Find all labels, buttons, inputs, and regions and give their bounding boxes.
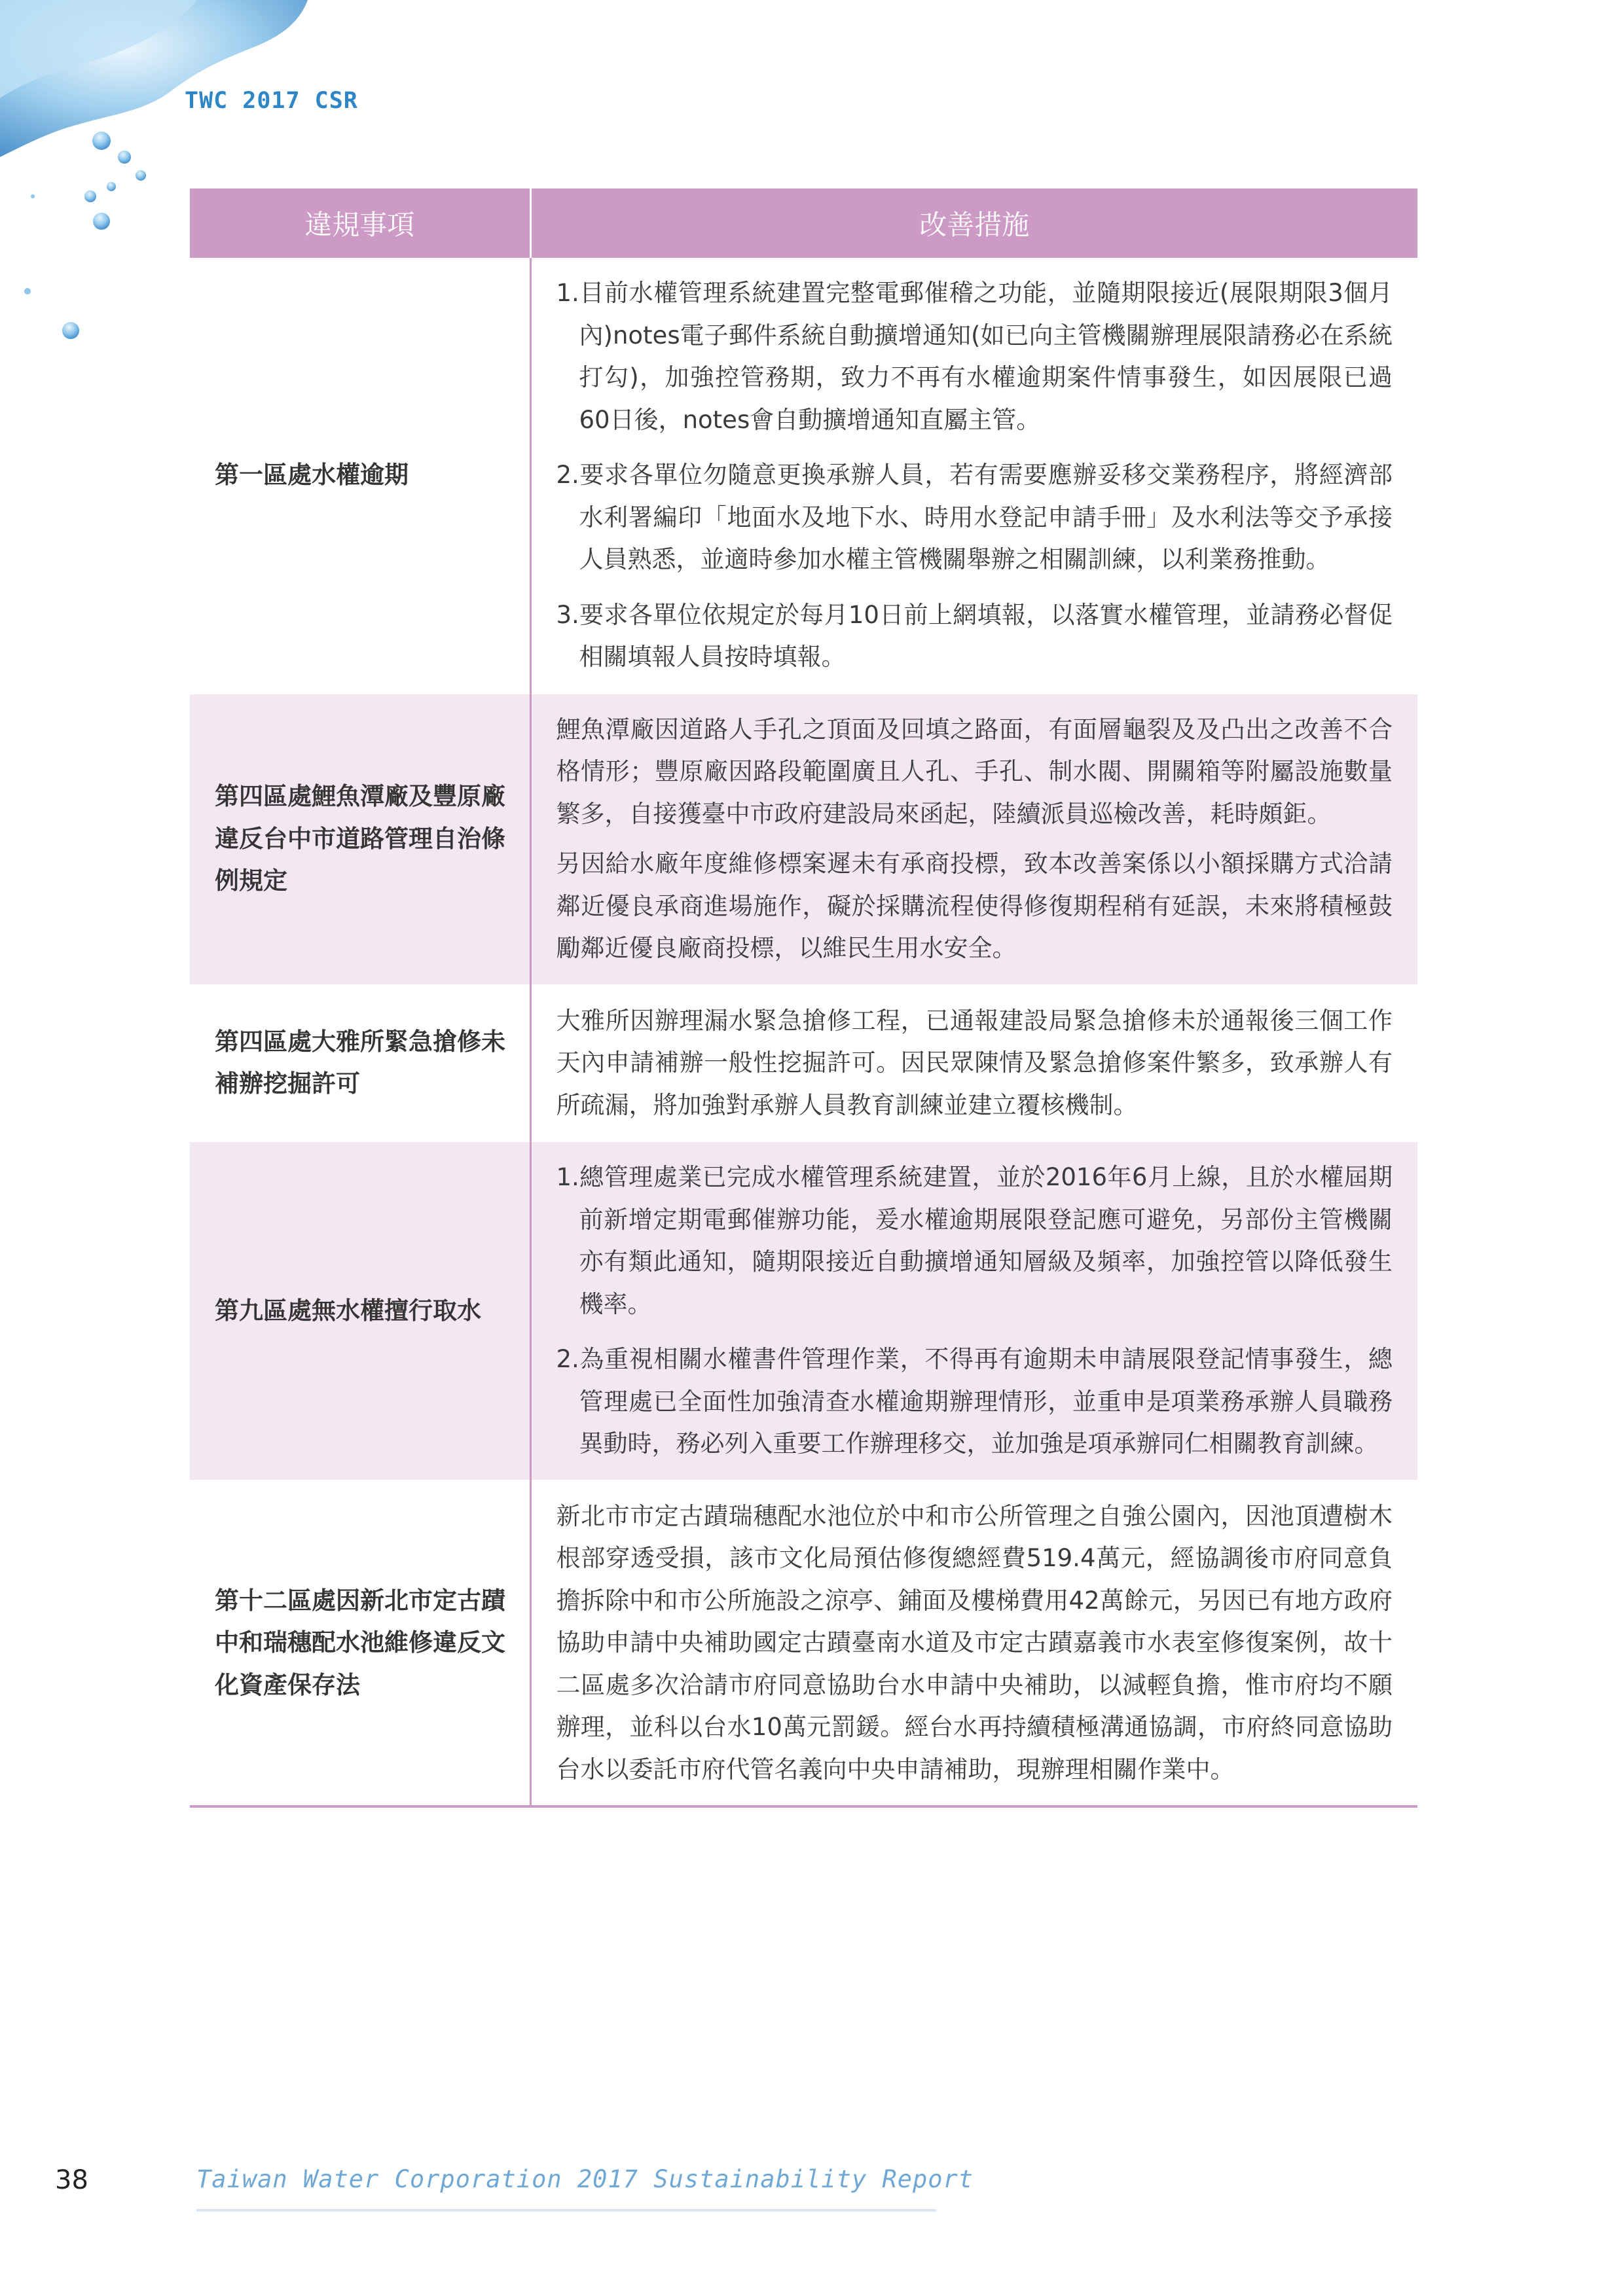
violation-cell: 第四區處大雅所緊急搶修未補辦挖掘許可 bbox=[190, 985, 530, 1142]
violation-cell: 第一區處水權逾期 bbox=[190, 258, 530, 694]
improvement-paragraph: 大雅所因辦理漏水緊急搶修工程，已通報建設局緊急搶修未於通報後三個工作天內申請補辦一般性挖掘許可。因民眾陳情及緊急搶修案件繁多，致承辦人有所疏漏，將加強對承辦人員教育訓練並建立覆核機制。 bbox=[556, 1006, 1393, 1119]
violation-cell: 第四區處鯉魚潭廠及豐原廠違反台中市道路管理自治條例規定 bbox=[190, 694, 530, 985]
table-row bbox=[190, 258, 1417, 694]
table-header-row bbox=[190, 188, 1417, 258]
table-row bbox=[190, 1141, 1417, 1480]
footer-report-title: Taiwan Water Corporation 2017 Sustainability Report bbox=[196, 2165, 974, 2193]
page-number: 38 bbox=[55, 2165, 88, 2195]
improvement-cell bbox=[530, 694, 1417, 985]
improvement-cell bbox=[530, 1141, 1417, 1480]
improvement-cell bbox=[530, 258, 1417, 694]
improvement-item: 2.為重視相關水權書件管理作業，不得再有逾期未申請展限登記情事發生，總管理處已全面性加強清查水權逾期辦理情形，並重申是項業務承辦人員職務異動時，務必列入重要工作辦理移交，並加強是項承辦同仁相關教育訓練。 bbox=[556, 1345, 1393, 1458]
improvement-paragraph: 另因給水廠年度維修標案遲未有承商投標，致本改善案係以小額採購方式洽請鄰近優良承商進場施作，礙於採購流程使得修復期程稍有延誤，未來將積極鼓勵鄰近優良廠商投標，以維民生用水安全。 bbox=[556, 850, 1393, 962]
violation-cell: 第十二區處因新北市定古蹟中和瑞穗配水池維修違反文化資產保存法 bbox=[190, 1480, 530, 1807]
improvement-item: 3.要求各單位依規定於每月10日前上網填報，以落實水權管理，並請務必督促相關填報人員按時填報。 bbox=[556, 600, 1393, 671]
footer-divider bbox=[196, 2209, 936, 2212]
table-row bbox=[190, 1480, 1417, 1807]
column-header-violation: 違規事項 bbox=[190, 188, 530, 258]
improvement-cell bbox=[530, 985, 1417, 1142]
violations-table bbox=[190, 188, 1417, 1808]
table-row bbox=[190, 985, 1417, 1142]
column-header-improvement: 改善措施 bbox=[530, 188, 1417, 258]
improvement-item: 1.總管理處業已完成水權管理系統建置，並於2016年6月上線，且於水權屆期前新增定期電郵催辦功能，爰水權逾期展限登記應可避免，另部份主管機關亦有類此通知，隨期限接近自動擴增通知層級及頻率，加強控管以降低發生機率。 bbox=[556, 1163, 1393, 1318]
report-header-tag: TWC 2017 CSR bbox=[185, 88, 358, 114]
improvement-paragraph: 新北市市定古蹟瑞穗配水池位於中和市公所管理之自強公園內，因池頂遭樹木根部穿透受損，該市文化局預估修復總經費519.4萬元，經協調後市府同意負擔拆除中和市公所施設之涼亭、鋪面及樓梯費用42萬餘元，另因已有地方政府協助申請中央補助國定古蹟臺南水道及市定古蹟嘉義市水表室修復案例，故十二區處多次洽請市府同意協助台水申請中央補助，以減輕負擔，惟市府均不願辦理，並科以台水10萬元罰鍰。經台水再持續積極溝通協調，市府終同意協助台水以委託市府代管名義向中央申請補助，現辦理相關作業中。 bbox=[556, 1501, 1393, 1784]
table-row bbox=[190, 694, 1417, 985]
violation-cell: 第九區處無水權擅行取水 bbox=[190, 1141, 530, 1480]
improvement-paragraph: 鯉魚潭廠因道路人手孔之頂面及回填之路面，有面層龜裂及及凸出之改善不合格情形；豐原廠因路段範圍廣且人孔、手孔、制水閥、開關箱等附屬設施數量繁多，自接獲臺中市政府建設局來函起，陸續派員巡檢改善，耗時頗鉅。 bbox=[556, 715, 1393, 828]
improvement-cell bbox=[530, 1480, 1417, 1807]
improvement-item: 1.目前水權管理系統建置完整電郵催稽之功能，並隨期限接近(展限期限3個月內)notes電子郵件系統自動擴增通知(如已向主管機關辦理展限請務必在系統打勾)，加強控管務期，致力不再有水權逾期案件情事發生，如因展限已過60日後，notes會自動擴增通知直屬主管。 bbox=[556, 279, 1393, 434]
improvement-item: 2.要求各單位勿隨意更換承辦人員，若有需要應辦妥移交業務程序，將經濟部水利署編印「地面水及地下水、時用水登記申請手冊」及水利法等交予承接人員熟悉，並適時參加水權主管機關舉辦之相關訓練，以利業務推動。 bbox=[556, 461, 1393, 573]
